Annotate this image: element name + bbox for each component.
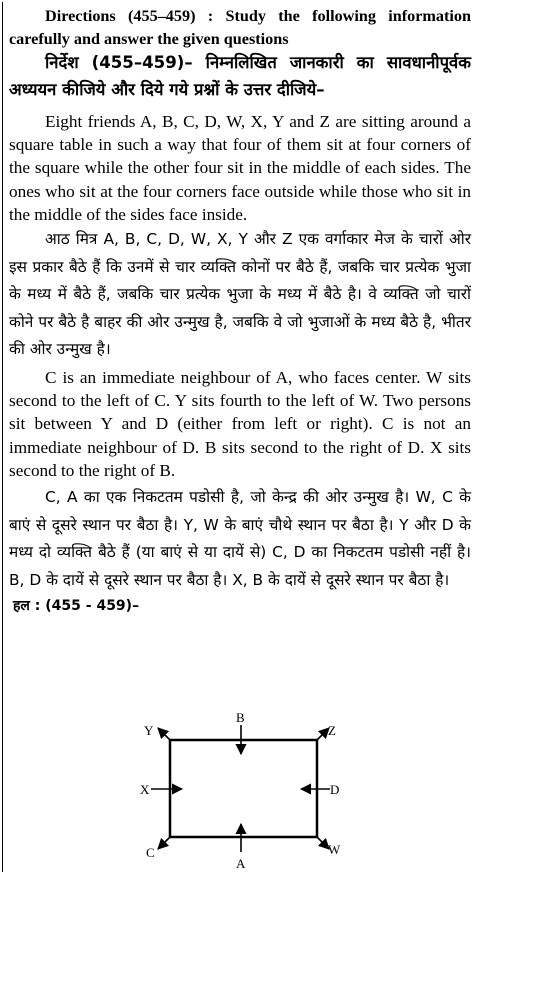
arrow-bottom-left — [158, 837, 170, 849]
arrow-top-left — [158, 728, 170, 740]
question-content — [9, 5, 471, 631]
solution-label: हल : (455 - 459)– — [13, 598, 140, 615]
label-top-right: Z — [328, 723, 336, 738]
paragraph-2-english: C is an immediate neighbour of A, who faces center. W sits second to the left of C. Y sits fourth to the left of W. Two persons sit between Y and D (either from left or right). C is not an immediate neighbour of D. B sits second to the right of D. X sits second to the right of B. — [9, 367, 471, 480]
left-margin-rule — [2, 2, 3, 872]
directions-hindi: निर्देश (455–459)– निम्नलिखित जानकारी का सावधानीपूर्वक अध्ययन कीजिये और दिये गये प्रश्नों के उत्तर दीजिये– — [9, 53, 471, 99]
paragraph-1-hindi: आठ मित्र A, B, C, D, W, X, Y और Z एक वर्गाकार मेज के चारों ओर इस प्रकार बैठे हैं कि उनमें से चार व्यक्ति कोनों पर बैठे हैं, जबकि चार प्रत्येक भुजा के मध्य में बैठे हैं, जबकि चार प्रत्येक भुजा के मध्य में बैठे है। वे व्यक्ति जो चारों कोने पर बैठे है बाहर की ओर उन्मुख है, जबकि वे जो भुजाओं के मध्य बैठे है, भीतर की ओर उन्मुख है। — [9, 230, 471, 359]
label-bottom-right: W — [328, 842, 341, 857]
paragraph-1-english: Eight friends A, B, C, D, W, X, Y and Z are sitting around a square table in such a way that four of them sit at four corners of the square while the other four sit in the middle of each sides. The ones who sit at the four corners face outside while those who sit in the middle of the sides face inside. — [9, 112, 471, 224]
label-right-mid: D — [330, 782, 340, 797]
label-left-mid: X — [140, 782, 150, 797]
directions-english: Directions (455–459) : Study the following information carefully and answer the given questions — [9, 7, 471, 48]
seating-diagram — [120, 700, 360, 880]
label-top-left: Y — [144, 723, 154, 738]
paragraph-2-hindi: C, A का एक निकटतम पडोसी है, जो केन्द्र की ओर उन्मुख है। W, C के बाएं से दूसरे स्थान पर बैठा है। Y, W के बाएं चौथे स्थान पर बैठा है। Y और D के मध्य दो व्यक्ति बैठे हैं (या बाएं से या दायें से) C, D का निकटतम पडोसी नहीं है। B, D के दायें से दूसरे स्थान पर बैठा है। X, B के दायें से दूसरे स्थान पर बैठा है। — [9, 488, 471, 589]
label-bottom-left: C — [146, 845, 155, 860]
label-bottom-mid: A — [236, 856, 246, 871]
table-square — [170, 740, 317, 837]
label-top-mid: B — [236, 710, 245, 725]
